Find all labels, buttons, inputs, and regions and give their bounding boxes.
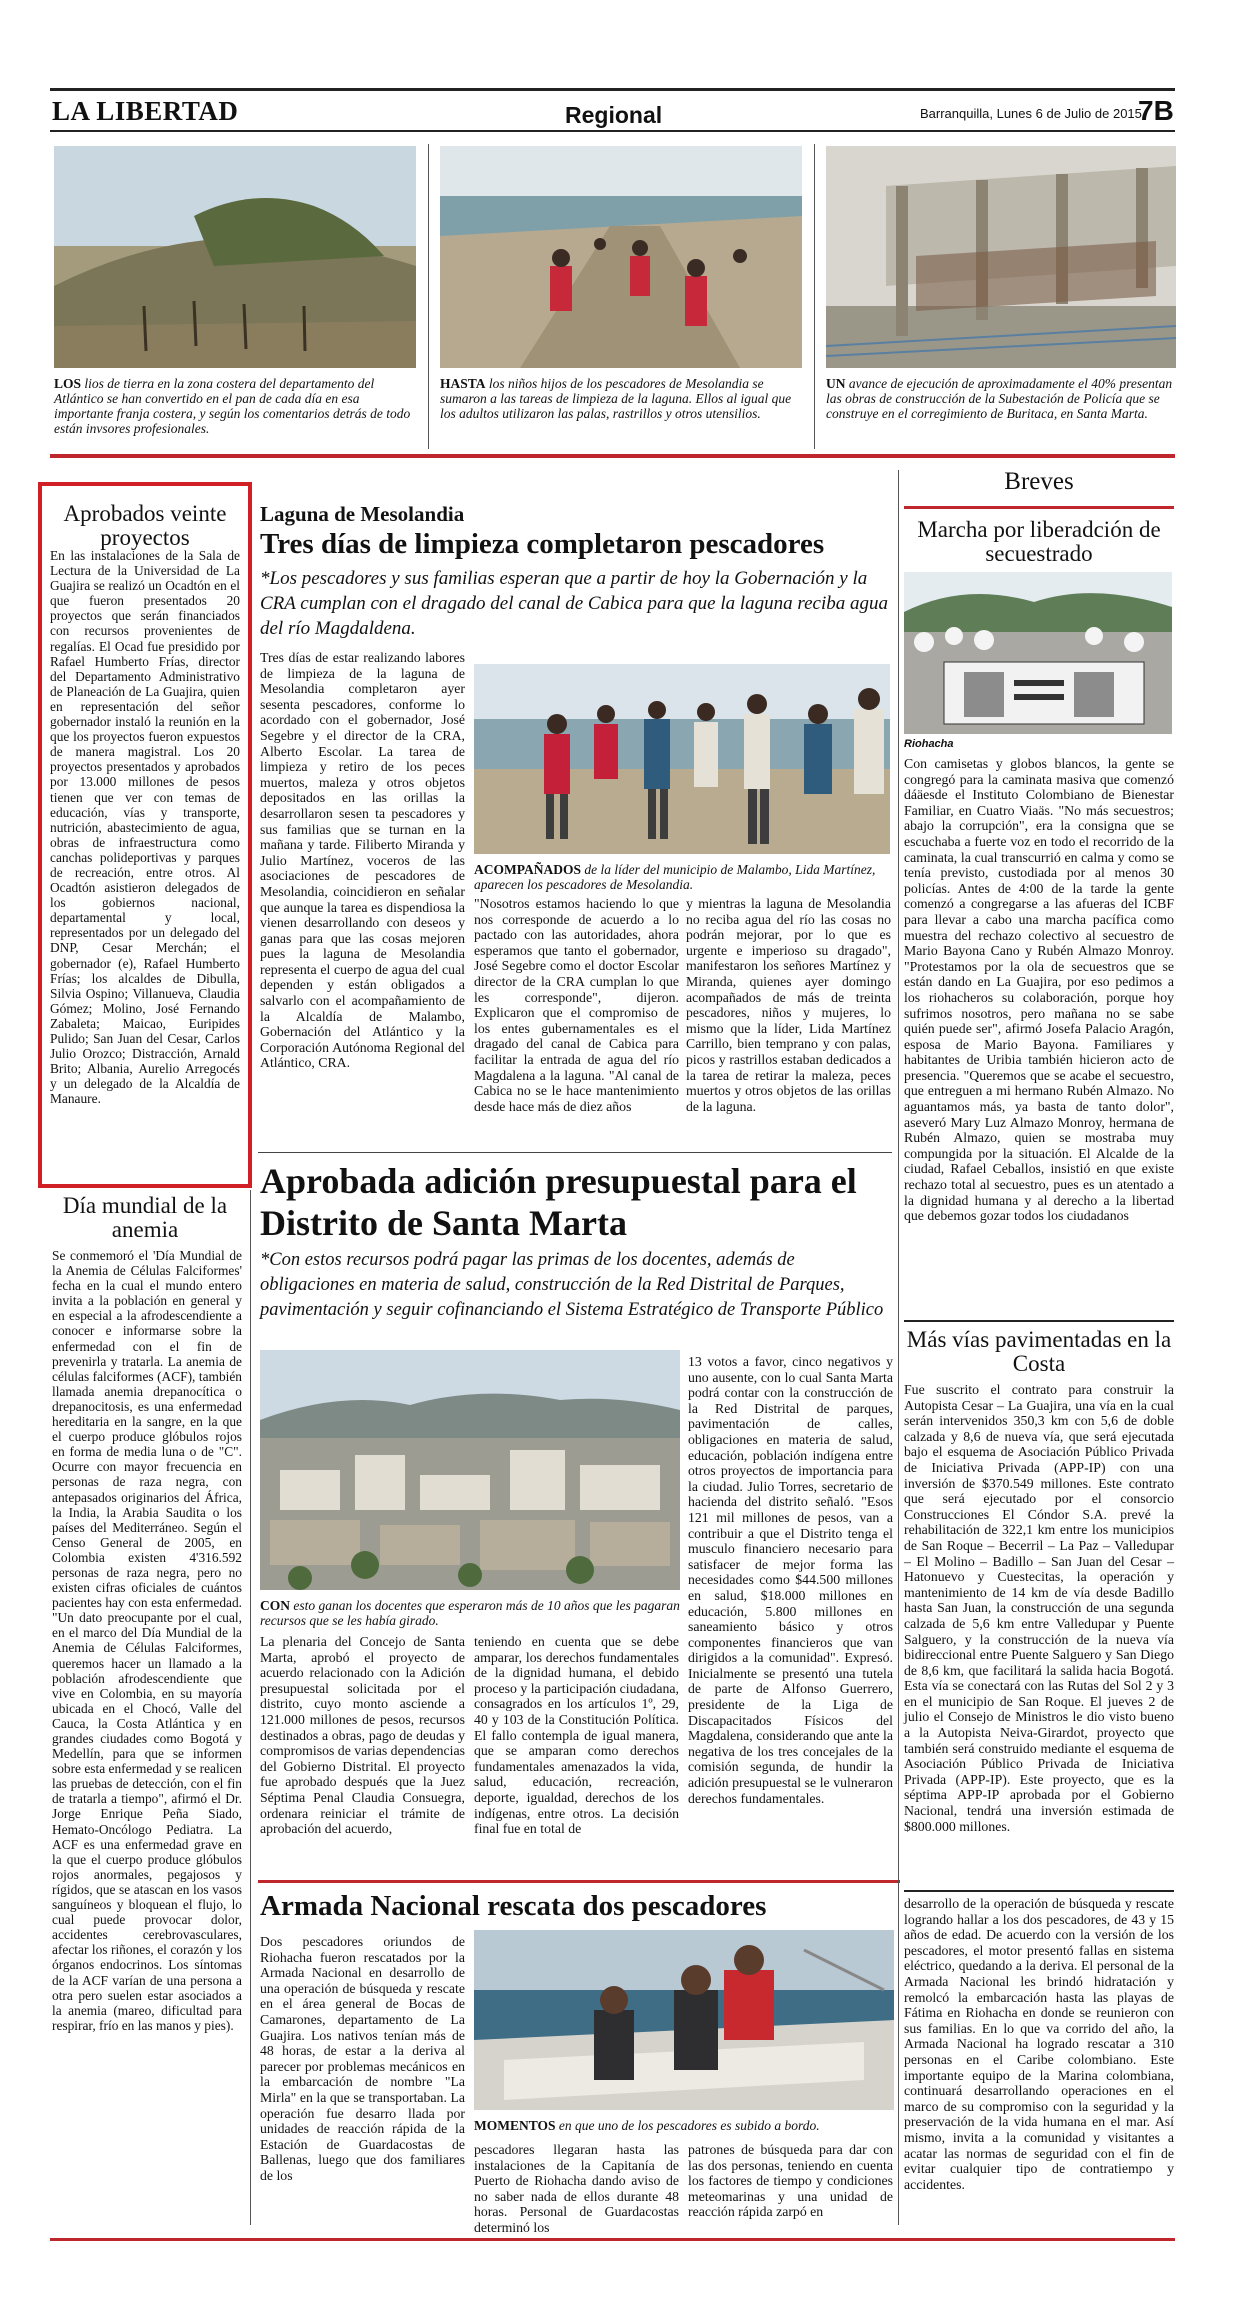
aprobados-body: En las instalaciones de la Sala de Lectura de la Universidad de La Guajira se realizó un Ocadtón en el que fueron presentados 20 proyectos que serán financiados con recursos provenientes de regalías. El Ocad fue presidido por Rafael Humberto Frías, director del Departamento Administrativo de Planeación de La Guajira, quien en representación del señor gobernador instaló la reunión en la que los proyectos fueron expuestos de manera magistral. Los 20 proyectos presentados y aprobados por 13.000 millones de pesos tienen que ver con temas de educación, vías y transporte, nutrición, abastecimiento de agua, obras de infraestructura como canchas polideportivas y parques de recreación, entre otros. Al Ocadtón asistieron delegados de los gobiernos nacional, departamental y local, representados por un delegado del DNP, Cesar Merchán; el gobernador (e), Rafael Humberto Frías; los alcaldes de Dibulla, Silvia Ospino; Villanueva, Claudia Gómez; Molino, José Fernando Zabaleta; Maicao, Euripides Pulido; San Juan del Cesar, Carlos Julio Orozco; Distracción, Arnald Brito; Albania, Aurelio Arregocés y un delegado de la Alcaldía de Manaure. [50, 548, 240, 1107]
caption-rescue-boat: MOMENTOS en que uno de los pescadores es subido a bordo. [474, 2118, 820, 2133]
caption-children-lagoon: HASTA los niños hijos de los pescadores de Mesolandia se sumaron a las tareas de limpieza de la laguna. Ellos al igual que los adultos utilizaron las palas, rastrillos y otros utensilios. [440, 376, 792, 421]
mesolandia-col1: Tres días de estar realizando labores de limpieza de la laguna de Mesolandia completaron ayer sesenta pescadores, conforme lo acordado con el gobernador, José Segebre y el director de la CRA, Alberto Escolar. La tarea de limpieza y retiro de los peces muertos, maleza y otros objetos depositados en las orillas la desarrollaron sesen ta pescadores y sus familias que se turnan en la mañana y tarde. Filiberto Miranda y Julio Martínez, voceros de las asociaciones de pescadores de Mesolandia, coincidieron en señalar que aunque la tarea es dispendiosa la vienen desarrollando con deseos y ganas para que las cosas mejoren pues la laguna de Mesolandia representa el cuerpo de agua del cual dependen y están obligados a salvarlo con el acompañamiento de la Alcaldía de Malambo, Gobernación del Atlántico y la Corporación Autónoma Regional del Atlántico, CRA. [260, 650, 465, 1071]
aprobados-title: Aprobados veinte proyectos [63, 501, 227, 550]
santamarta-col2: teniendo en cuenta que se debe amparar, los derechos fundamentales de la dignidad humana, el debido proceso y la participación ciudadana, consagrados en los artículos 1º, 29, 40 y 103 de la Constitución Política. El fallo contempla de igual manera, que se amparan como derechos fundamentales amenazados la vida, salud, educación, recreación, deporte, igualdad, derechos de los indígenas, entre otros. La decisión final fue en total de [474, 1634, 679, 1837]
anemia-body: Se conmemoró el 'Día Mundial de la Anemia de Células Falciformes' fecha en la cual el mundo entero invita a la población en general y en especial a la afrodescendiente a conocer e informarse sobre la enfermedad con el fin de prevenirla y tratarla. La anemia de células falciformes (ACF), también llamada anemia drepanocítica o drepanocitosis, es una enfermedad hereditaria en la sangre, en la que el cuerpo produce glóbulos rojos en forma de media luna o de "C". Ocurre con mayor frecuencia en personas de raza negra, con antepasados originarios del África, la India, la Arabia Saudita o los países del Mediterráneo. Según el Censo General de 2005, en Colombia existen 4'316.592 personas de raza negra, pero no existen cifras oficiales de cuántos pacientes hay con esta enfermedad. "Un dato preocupante por el cual, en el marco del Día Mundial de la Anemia de Células Falciformes, queremos hacer un llamado a la población afrodescendiente que vive en Colombia, en su mayoría ubicada en el Chocó, Valle del Cauca, la Costa Atlántica y en grandes ciudades como Bogotá y Medellín, para que se informen sobre esta enfermedad y se realicen las pruebas de detección, con el fin de tratarla a tiempo", afirmó el Dr. Jorge Enrique Peña Siado, Hemato-Oncólogo Pediatra. La ACF es una enfermedad grave en la que el cuerpo produce glóbulos rojos anormales, pegajosos y rígidos, que se atascan en los vasos sanguíneos y bloquean el flujo, lo cual puede provocar dolor, accidentes cerebrovasculares, afectar los riñones, el corazón y los órganos endocrinos. Los síntomas de la ACF varían de una persona a otra pero suelen estar asociados a la anemia (mareo, dificultad para respirar, frío en las manos y pies). [52, 1248, 242, 2033]
mesolandia-col3: y mientras la laguna de Mesolandia no reciba agua del río las cosas no podrán mejorar, por lo que es urgente e imperioso su dragado", manifestaron los señores Martínez y Miranda, quienes ayer domingo acompañados de más de treinta pescadores, niños y mujeres, lo mismo que la líder, Lida Martínez Carrillo, bien temprano y con palas, picos y rastrillos estaban dedicados a la tarea de retirar la maleza, peces muertos y otros objetos de las orillas de la laguna. [686, 896, 891, 1114]
photo-santa-marta-city [260, 1350, 680, 1590]
red-divider-bottom [50, 2238, 1175, 2241]
mesolandia-col2: "Nosotros estamos haciendo lo que nos corresponde de acuerdo a lo pactado con las autoridades, ahora esperamos que tanto el gobernador, José Segebre como el doctor Escolar director de la CRA cumplan lo que les corresponde", dijeron. Explicaron que el compromiso de los entes gubernamentales es el dragado del canal de Cabica para facilitar la entrada de agua del río Magdalena a la laguna. "Al canal de Cabica no se le hace mantenimiento desde hace más de diez años [474, 896, 679, 1114]
santamarta-headline: Aprobada adición presupuestal para el Distrito de Santa Marta [260, 1161, 857, 1243]
mesolandia-deck: *Los pescadores y sus familias esperan que a partir de hoy la Gobernación y la CRA cumplan con el dragado del canal de Cabica para que la laguna reciba agua del río Magdaldena. [260, 568, 888, 639]
marcha-body: Con camisetas y globos blancos, la gente se congregó para la caminata masiva que comenzó dáäesde el Instituto Colombiano de Bienestar Familiar, en Cuatro Viaäs. "No más secuestros; abajo la corrupción", era la consigna que se escuchaba a fuerte voz en todo el recorrido de la caminata, la cual transcurrió en calma y como se tenía previsto, custodiada por al menos 30 policías. Antes de 4:00 de la tarde la gente comenzó a congregarse a las afueras del ICBF para llevar a cabo una marcha pacífica como muestra del rechazo colectivo al secuestro de Mario Bayona Cano y Rubén Almazo Monroy. "Protestamos por la ola de secuestros que se están dando en La Guajira, por eso pedimos a los riohacheros su colaboración, porque hoy sufrimos nosotros, pero mañana no se sabe quién puede ser", afirmó Josefa Palacio Aragón, esposa de Mario Bayona. Familiares y habitantes de Uribia también hicieron acto de presencia. "Queremos que se acabe el secuestro, que entreguen a mi hermano Rubén Almazo. No aguantamos más, ya basta de tanto dolor", aseveró Mary Luz Almazo Monroy, hermana de Rubén Almazo, quien se mostraba muy compungida por la situación. El Alcalde de la ciudad, Rafael Ceballos, insistió en que existe rechazo total al secuestro, pues es un atentado a la dignidad humana y al derecho a la libertad que debemos gozar todos los ciudadanos [904, 756, 1174, 1224]
santamarta-col3: 13 votos a favor, cinco negativos y uno ausente, con lo cual Santa Marta podrá contar con la construcción de la Red Distrital de parques, pavimentación de calles, obligaciones en materia de salud, educación, población indígena entre otros proyectos de importancia para la ciudad. Julio Torres, secretario de hacienda del distrito señaló. "Esos 121 mil millones de pesos, van a contribuir a que el Distrito tenga el musculo financiero necesario para satisfacer de mejor forma las necesidades como $44.500 millones en salud, $18.000 millones en educación, 5.800 millones en saneamiento básico y otros componentes financieros que van dirigidos a la comunidad". Expresó. Inicialmente se presentó una tutela de parte de Alfonso Guerrero, presidente de la Liga de Discapacitados Físicos del Magdalena, considerando que ante la negativa de los tres concejales de la comisión segunda, de hundir la adición presupuestal se le vulneraron derechos fundamentales. [688, 1354, 893, 1806]
armada-col3: patrones de búsqueda para dar con las dos personas, teniendo en cuenta los factores de tiempo y condiciones meteomarinas y una unidad de reacción rápida zarpó en [688, 2142, 893, 2220]
section-name: Regional [565, 102, 663, 128]
photo-police-substation [826, 146, 1176, 368]
vias-body: Fue suscrito el contrato para construir la Autopista Cesar – La Guajira, una vía en la cual serán intervenidos 350,3 km con 5,6 de doble calzada y 8,6 de nueva vía, que será ejecutada bajo el esquema de Asociación Público Privada de Iniciativa Privada (APP-IP) con una inversión de $370.549 millones. Este contrato que será ejecutado por el consorcio Construcciones El Cóndor S.A. prevé la rehabilitación de 322,1 km entre los municipios de San Roque – Becerril – La Paz – Valledupar – El Molino – Badillo – San Juan del Cesar – Hatonuevo y Cuestecitas, la operación y mantenimiento de 14 km de vía desde Badillo hasta San Juan, la construcción de una segunda calzada de 5,6 km entre Valledupar y Puente Salguero, y la construcción de la nueva vía bidireccional entre Puente Salguero y San Diego de 8,6 km, que facilitará la salida hacia Bogotá. Esta vía se conectará con las Rutas del Sol 2 y 3 en el municipio de San Roque. El jueves 2 de julio el Consejo de Ministros le dio visto bueno a la Autopista Neiva-Girardot, proyecto que también será construido mediante el esquema de Asociación Público Privada de Iniciativa Privada (APP-IP). Este proyecto, que es la séptima APP-IP aprobada por el Gobierno Nacional, tendrá una inversión estimada de $800.000 millones. [904, 1382, 1174, 1834]
photo-credit: Riohacha [904, 738, 954, 750]
vias-title: Más vías pavimentadas en la Costa [906, 1327, 1172, 1376]
santamarta-col1: La plenaria del Concejo de Santa Marta, aprobó el proyecto de acuerdo relacionado con la Adición presupuestal solicitada por el distrito, cuyo monto asciende a 121.000 millones de pesos, recursos destinados a obras, pago de deudas y compromisos de varias dependencias del Gobierno Distrital. El proyecto fue aprobado después que la Juez Séptima Penal Claudia Consuegra, ordenara reiniciar el trámite de aprobación del acuerdo, [260, 1634, 465, 1837]
caption-fishermen-group: ACOMPAÑADOS de la líder del municipio de Malambo, Lida Martínez, aparecen los pescadores de Mesolandia. [474, 862, 876, 892]
armada-headline: Armada Nacional rescata dos pescadores [260, 1890, 767, 1922]
photo-children-lagoon [440, 146, 802, 368]
photo-march [904, 572, 1172, 734]
caption-santa-marta: CON esto ganan los docentes que esperaron más de 10 años que les pagaran recursos que se les había girado. [260, 1598, 680, 1628]
red-divider-top [50, 454, 1175, 458]
caption-coastal-land: LOS lios de tierra en la zona costera del departamento del Atlántico se han convertido en el pan de cada día en esa importante franja costera, y según los comentarios detrás de todo están invsores profesionales. [54, 376, 411, 436]
header-top-rule [50, 88, 1175, 91]
breves-title: Breves [1004, 468, 1074, 495]
photo-rescue-boat [474, 1930, 894, 2110]
masthead: LA LIBERTAD [52, 96, 239, 126]
dateline: Barranquilla, Lunes 6 de Julio de 2015 [920, 106, 1142, 121]
photo-fishermen-group [474, 664, 890, 854]
armada-col2: pescadores llegaran hasta las instalaciones de la Capitanía de Puerto de Riohacha dando aviso de no saber nada de ellos durante 48 horas. Personal de Guardacostas determinó los [474, 2142, 679, 2235]
photo-coastal-land [54, 146, 416, 368]
marcha-title: Marcha por liberadción de secuestrado [917, 517, 1161, 566]
header-bottom-rule [50, 130, 1175, 132]
mesolandia-headline: Tres días de limpieza completaron pescadores [260, 528, 825, 560]
anemia-title: Día mundial de la anemia [62, 1193, 228, 1242]
caption-police-substation: UN avance de ejecución de aproximadamente el 40% presentan las obras de construcción de la Subestación de Policía que se construye en el corregimiento de Buritaca, en Santa Marta. [826, 376, 1173, 421]
page-number: 7B [1138, 95, 1174, 126]
armada-col4: desarrollo de la operación de búsqueda y rescate logrando hallar a los dos pescadores, de 43 y 15 años de edad. De acuerdo con la versión de los pescadores, el motor presentó fallas en sistema eléctrico, quedando a la deriva. El personal de la Armada Nacional les brindó hidratación y remolcó la embarcación hasta las playas de Fátima en Riohacha en donde se reunieron con sus familias. En lo que va corrido del año, la Armada Nacional ha logrado rescatar a 310 personas en el Caribe colombiano. Este importante equipo de la Marina colombiana, continuará desarrollando operaciones en el marco de su compromiso con la seguridad y la preservación de la vida humana en el mar. Así mismo, invita a la comunidad y visitantes a acatar las normas de seguridad con el fin de evitar cualquier tipo de contratiempo y accidentes. [904, 1896, 1174, 2192]
armada-col1: Dos pescadores oriundos de Riohacha fueron rescatados por la Armada Nacional en desarrollo de una operación de búsqueda y rescate en el área general de Bocas de Camarones, departamento de La Guajira. Los nativos tenían más de 48 horas, de estar a la deriva al parecer por problemas mecánicos en la embarcación de nombre "La Mirla" en la que se transportaban. La operación fue desarro llada por unidades de reacción rápida de la Estación de Guardacostas de Ballenas, luego que dos familiares de los [260, 1934, 465, 2183]
mesolandia-kicker: Laguna de Mesolandia [260, 502, 465, 526]
santamarta-deck: *Con estos recursos podrá pagar las primas de los docentes, además de obligaciones en materia de salud, construcción de la Red Distrital de Parques, pavimentación y seguir cofinanciando el Sistema Estratégico de Transporte Público [260, 1250, 884, 1320]
